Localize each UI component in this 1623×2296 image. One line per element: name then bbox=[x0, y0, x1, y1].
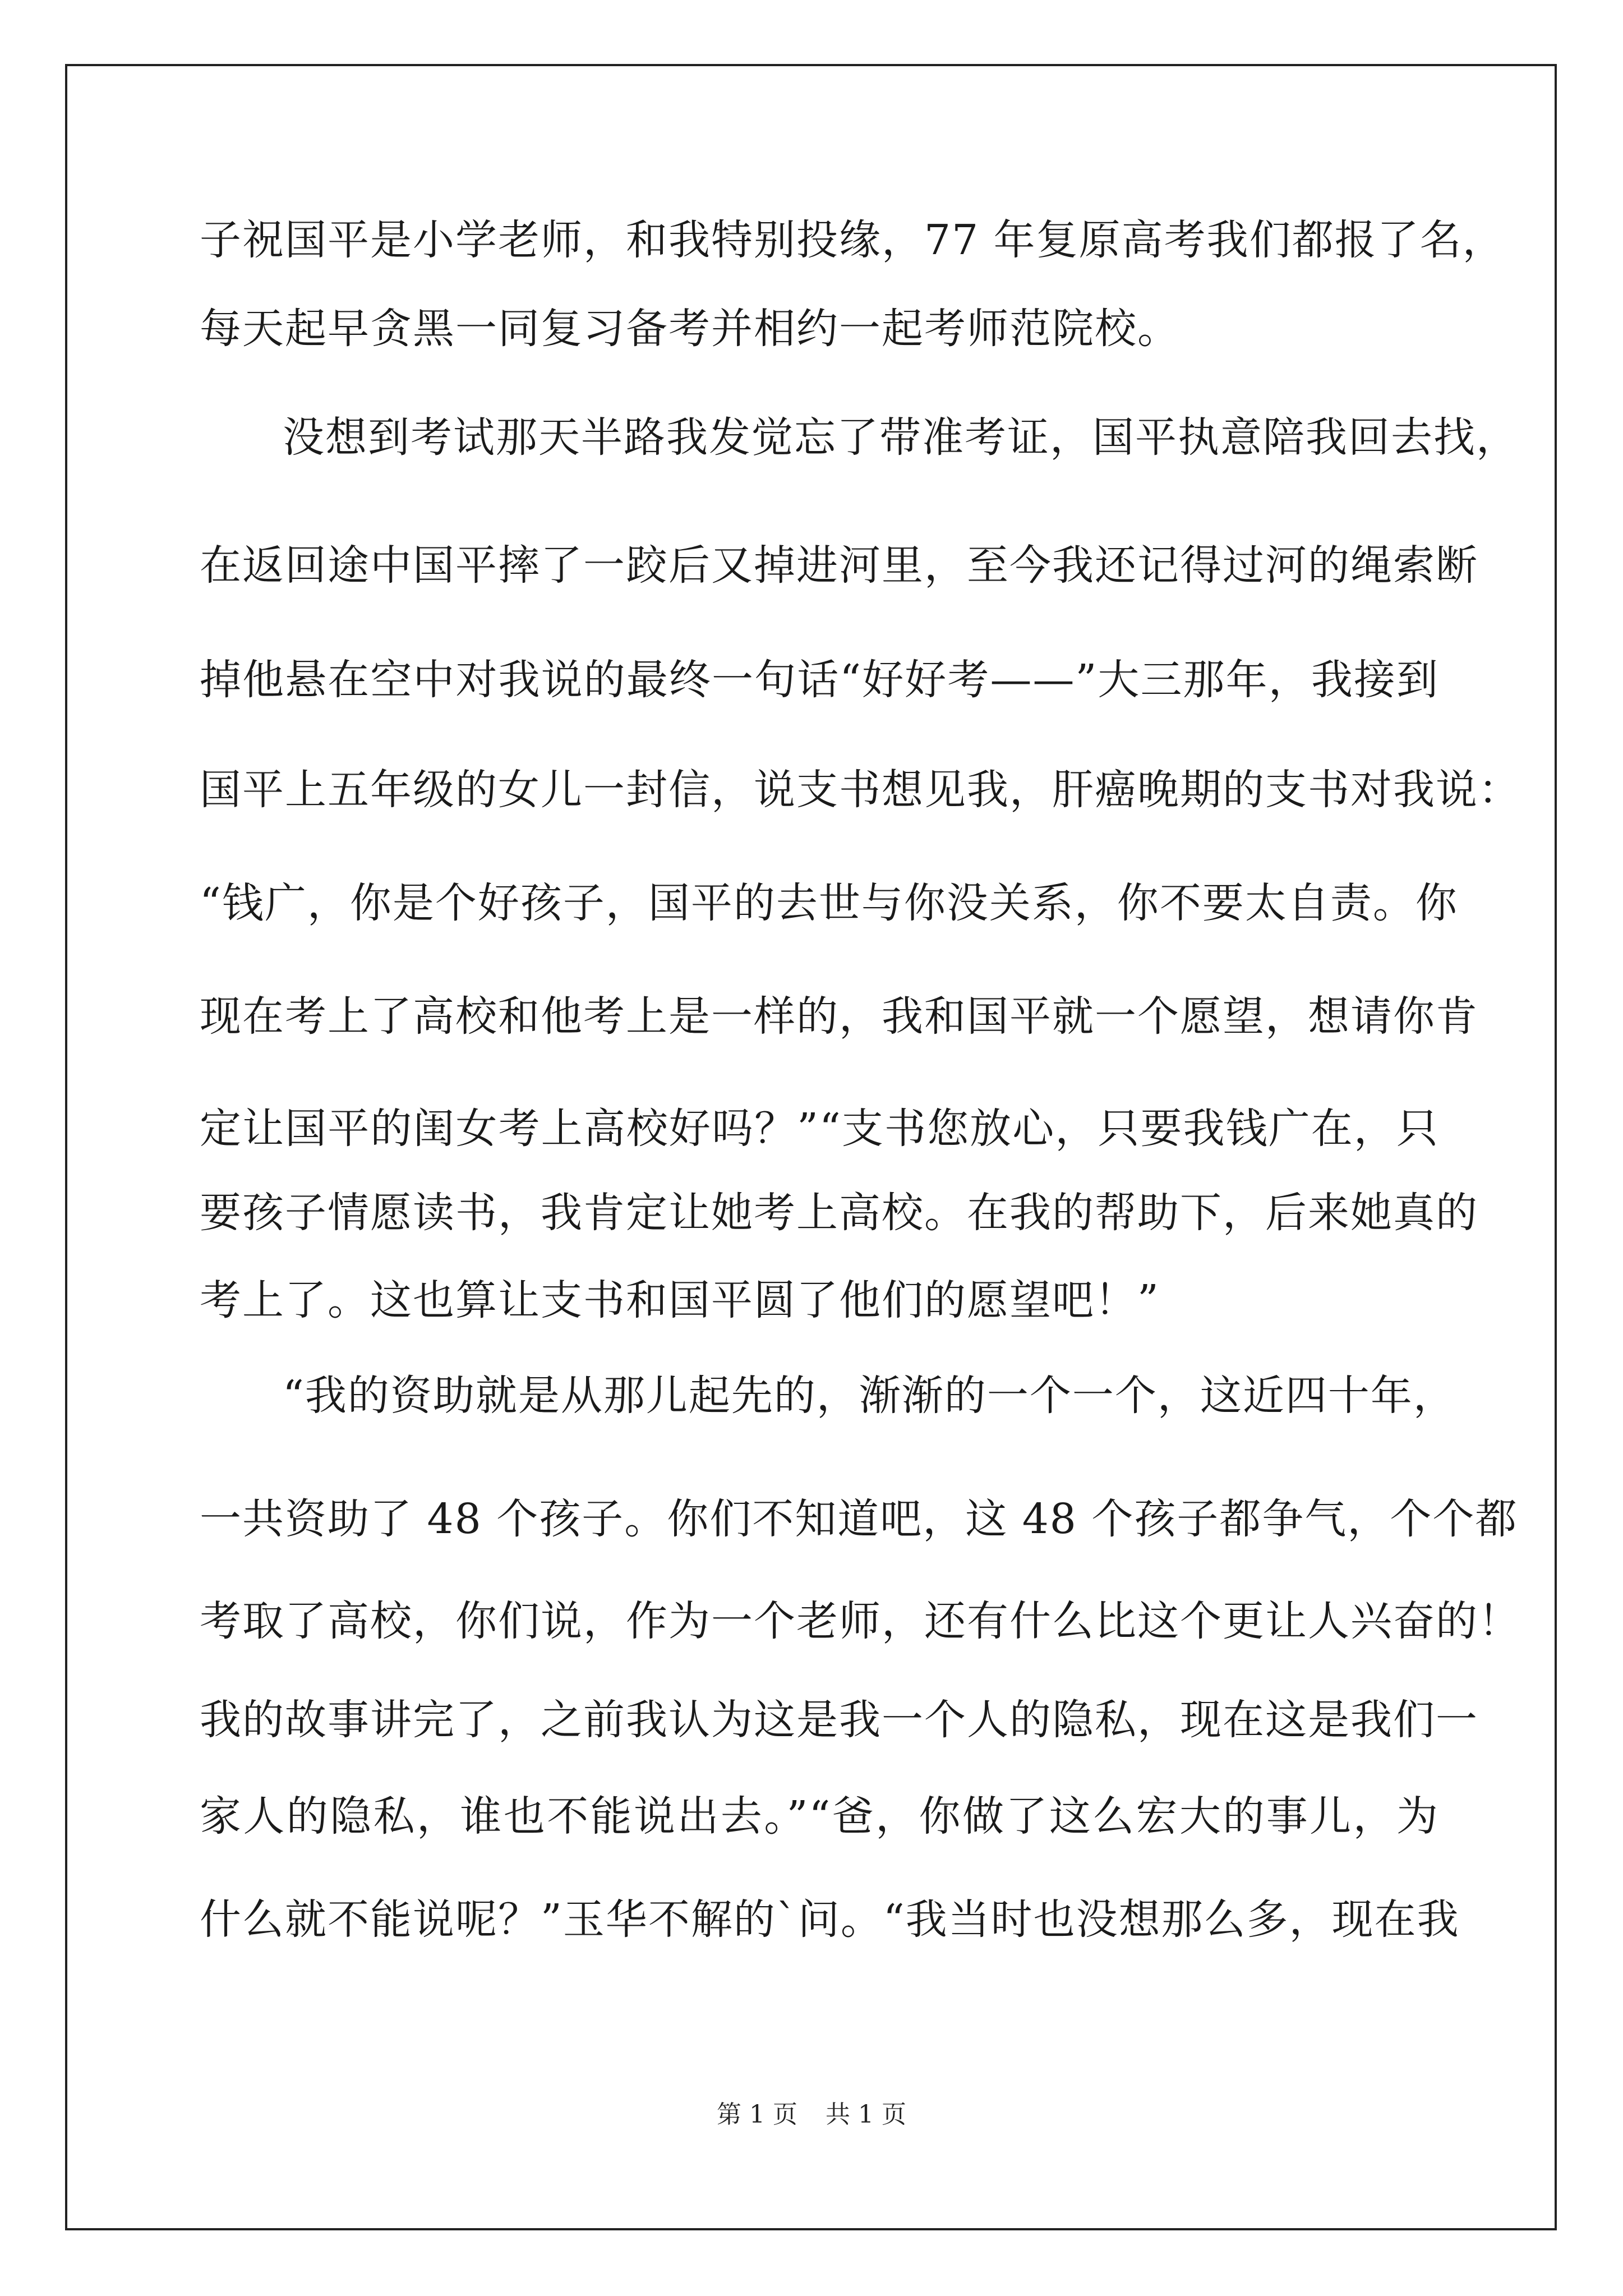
text-line: “钱广，你是个好孩子，国平的去世与你没关系，你不要太自责。你 bbox=[200, 879, 1458, 927]
text-line: 现在考上了高校和他考上是一样的，我和国平就一个愿望，想请你肯 bbox=[200, 992, 1478, 1041]
text-line: 定让国平的闺女考上高校好吗？”“支书您放心，只要我钱广在，只 bbox=[200, 1105, 1439, 1153]
text-line: 考取了高校，你们说，作为一个老师，还有什么比这个更让人兴奋的！ bbox=[200, 1597, 1521, 1645]
text-line: 在返回途中国平摔了一跤后又掉进河里，至今我还记得过河的绳索断 bbox=[200, 541, 1478, 590]
text-line: 每天起早贪黑一同复习备考并相约一起考师范院校。 bbox=[200, 305, 1180, 353]
text-line: 我的故事讲完了，之前我认为这是我一个人的隐私，现在这是我们一 bbox=[200, 1696, 1478, 1744]
text-line: 考上了。这也算让支书和国平圆了他们的愿望吧！” bbox=[200, 1276, 1160, 1324]
text-line: 什么就不能说呢？”玉华不解的`问。“我当时也没想那么多，现在我 bbox=[200, 1895, 1460, 1944]
text-line: 家人的隐私，谁也不能说出去。”“爸，你做了这么宏大的事儿，为 bbox=[200, 1792, 1439, 1841]
page-footer bbox=[0, 2098, 1623, 2132]
page-number: 第 1 页 bbox=[717, 2100, 797, 2129]
text-line: 国平上五年级的女儿一封信，说支书想见我，肝癌晚期的支书对我说： bbox=[200, 766, 1521, 814]
paragraph-start-line: “我的资助就是从那儿起先的，渐渐的一个一个，这近四十年， bbox=[283, 1372, 1456, 1420]
text-line: 掉他悬在空中对我说的最终一句话“好好考——”大三那年，我接到 bbox=[200, 656, 1439, 704]
page-total: 共 1 页 bbox=[826, 2100, 906, 2129]
text-line: 子祝国平是小学老师，和我特别投缘，77 年复原高考我们都报了名， bbox=[200, 216, 1505, 264]
text-line: 要孩子情愿读书，我肯定让她考上高校。在我的帮助下，后来她真的 bbox=[200, 1189, 1478, 1237]
paragraph-start-line: 没想到考试那天半路我发觉忘了带准考证，国平执意陪我回去找， bbox=[283, 413, 1519, 462]
text-line: 一共资助了 48 个孩子。你们不知道吧，这 48 个孩子都争气，个个都 bbox=[200, 1495, 1518, 1543]
